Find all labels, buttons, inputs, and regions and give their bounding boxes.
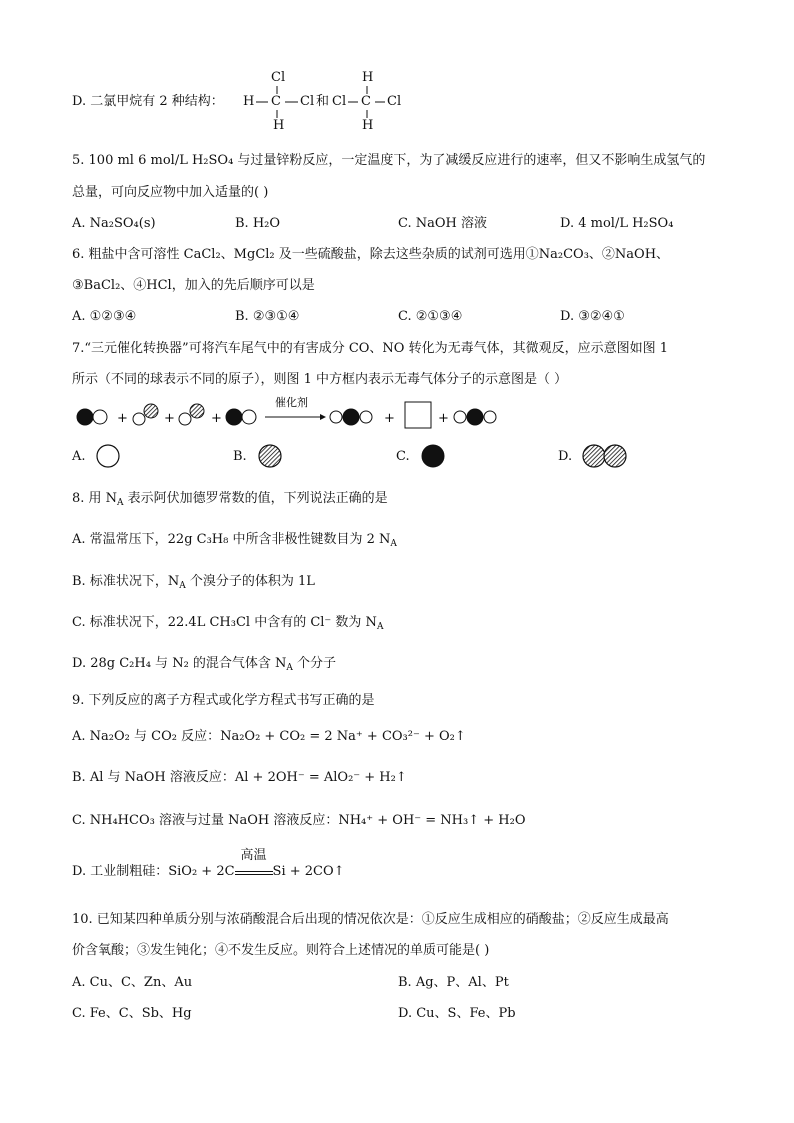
option-d-structures-label: D. 二氯甲烷有 2 种结构：: [72, 94, 224, 109]
q8-option-a-sub: A: [390, 539, 397, 549]
q9-option-d-suffix: Si + 2CO↑: [272, 864, 345, 879]
catalyst-label: 催化剂: [275, 396, 308, 409]
q10-line1: 10. 已知某四种单质分别与浓硝酸混合后出现的情况依次是：①反应生成相应的硝酸盐；②反应生成最高: [72, 912, 669, 927]
q6-line1: 6. 粗盐中含可溶性 CaCl₂、MgCl₂ 及一些硫酸盐，除去这些杂质的试剂可选用①Na₂CO₃、②NaOH、: [72, 247, 670, 262]
q8-stem-a: 8. 用 N: [72, 491, 118, 506]
atom: Cl: [300, 94, 315, 109]
q8-stem-sub: A: [117, 498, 124, 508]
q7-option-diagrams: [0, 437, 794, 477]
reaction-condition: [235, 848, 273, 875]
atom: C: [271, 94, 281, 109]
svg-text:+: +: [117, 411, 128, 426]
q7-option-c: C.: [396, 449, 410, 464]
atom: H: [243, 94, 255, 109]
q5-option-b: B. H₂O: [235, 216, 281, 231]
q8-option-d-sub: A: [286, 663, 293, 673]
q6-option-a: A. ①②③④: [72, 309, 137, 324]
q8-option-c-text: C. 标准状况下，22.4L CH₃Cl 中含有的 Cl⁻ 数为 N: [72, 615, 377, 630]
q9-option-c: C. NH₄HCO₃ 溶液与过量 NaOH 溶液反应：NH₄⁺ + OH⁻ = NH₃↑ + H₂O: [72, 813, 526, 828]
q8-option-a: [72, 530, 397, 554]
q7-option-b: B.: [233, 449, 247, 464]
svg-text:+: +: [384, 411, 395, 426]
bonds-2: [0, 0, 1, 1]
q8-option-c-sub: A: [376, 622, 384, 632]
q6-line2: ③BaCl₂、④HCl，加入的先后顺序可以是: [72, 278, 315, 293]
q8-option-b-tail: 个溴分子的体积为 1L: [185, 574, 315, 589]
q9-stem: 9. 下列反应的离子方程式或化学方程式书写正确的是: [72, 693, 375, 708]
svg-text:+: +: [211, 411, 222, 426]
answer-box: [405, 402, 431, 428]
q9-option-d: [72, 848, 345, 882]
svg-text:+: +: [438, 411, 449, 426]
condition-text: 高温: [240, 848, 267, 863]
q7-line1: 7.“三元催化转换器”可将汽车尾气中的有害成分 CO、NO 转化为无毒气体，其微观反，应示意图如图 1: [72, 341, 669, 356]
q6-option-d: D. ③②④①: [560, 309, 625, 324]
q8-option-b-sub: A: [179, 581, 186, 591]
q9-option-b: B. Al 与 NaOH 溶液反应：Al + 2OH⁻ = AlO₂⁻ + H₂↑: [72, 770, 407, 785]
q7-option-d: D.: [558, 449, 573, 464]
q5-line2: 总量，可向反应物中加入适量的( ): [72, 185, 269, 200]
q9-option-d-prefix: D. 工业制粗硅：SiO₂ + 2C: [72, 864, 235, 879]
atom: H: [362, 70, 374, 85]
atom: Cl: [332, 94, 347, 109]
q8-option-a-text: A. 常温常压下，22g C₃H₈ 中所含非极性键数目为 2 N: [72, 532, 391, 547]
q9-option-a: A. Na₂O₂ 与 CO₂ 反应：Na₂O₂ + CO₂ = 2 Na⁺ + CO₃²⁻ + O₂↑: [72, 729, 466, 744]
q8-option-b-text: B. 标准状况下，N: [72, 574, 180, 589]
q5-line1: 5. 100 ml 6 mol/L H₂SO₄ 与过量锌粉反应，一定温度下，为了减缓反应进行的速率，但又不影响生成氢气的: [72, 153, 706, 168]
q7-line2: 所示（不同的球表示不同的原子），则图 1 中方框内表示无毒气体分子的示意图是（ ）: [72, 372, 568, 387]
q10-line2: 价含氧酸；③发生钝化；④不发生反应。则符合上述情况的单质可能是( ): [72, 943, 490, 958]
q8-stem-tail: 表示阿伏加德罗常数的值，下列说法正确的是: [123, 491, 388, 506]
q8-option-d-text: D. 28g C₂H₄ 与 N₂ 的混合气体含 N: [72, 656, 287, 671]
atom: C: [361, 94, 371, 109]
atom: Cl: [387, 94, 402, 109]
svg-text:+: +: [164, 411, 175, 426]
atom: H: [273, 118, 285, 133]
and-word: 和: [316, 94, 330, 109]
q6-option-b: B. ②③①④: [235, 309, 300, 324]
atom: Cl: [271, 70, 286, 85]
q5-option-d: D. 4 mol/L H₂SO₄: [560, 216, 674, 231]
q8-option-d: [72, 654, 336, 678]
q8-option-b: [72, 572, 315, 596]
q5-option-a: A. Na₂SO₄(s): [72, 216, 156, 231]
atom: H: [362, 118, 374, 133]
q8-option-d-tail: 个分子: [292, 656, 337, 671]
q8-stem: [72, 489, 388, 513]
q10-option-d: D. Cu、S、Fe、Pb: [398, 1006, 516, 1021]
q5-option-c: C. NaOH 溶液: [398, 216, 488, 231]
q10-option-c: C. Fe、C、Sb、Hg: [72, 1006, 192, 1021]
q7-option-a: A.: [72, 449, 86, 464]
q8-option-c: [72, 613, 383, 637]
q10-option-a: A. Cu、C、Zn、Au: [72, 975, 193, 990]
q10-option-b: B. Ag、P、Al、Pt: [398, 975, 509, 990]
q6-option-c: C. ②①③④: [398, 309, 463, 324]
